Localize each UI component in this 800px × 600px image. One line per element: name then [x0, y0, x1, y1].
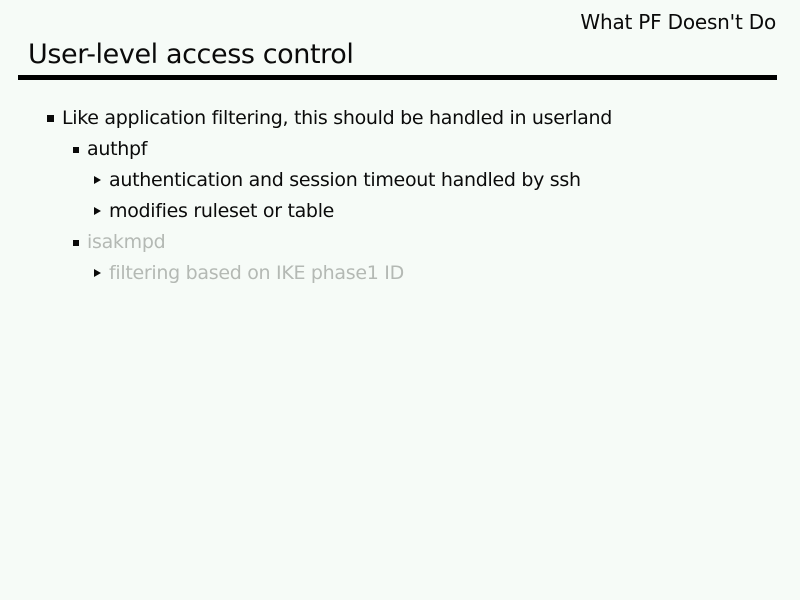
slide-title: User-level access control [28, 39, 354, 70]
list-item [0, 134, 800, 165]
square-bullet-icon [47, 115, 54, 122]
header-context-title: What PF Doesn't Do [580, 10, 776, 34]
list-item [0, 165, 800, 196]
square-bullet-icon [73, 147, 79, 153]
triangle-bullet-icon [94, 207, 101, 215]
list-item-text: filtering based on IKE phase1 ID [109, 262, 404, 284]
list-item [0, 227, 800, 258]
list-item-text: modifies ruleset or table [109, 200, 335, 222]
list-item [0, 196, 800, 227]
list-item-text: Like application filtering, this should be handled in userland [62, 107, 612, 129]
bullet-list [0, 103, 800, 289]
list-item-text: authpf [87, 138, 148, 160]
list-item-text: isakmpd [87, 231, 166, 253]
triangle-bullet-icon [94, 269, 101, 277]
list-item-text: authentication and session timeout handled by ssh [109, 169, 581, 191]
list-item [0, 103, 800, 134]
triangle-bullet-icon [94, 176, 101, 184]
square-bullet-icon [73, 240, 79, 246]
list-item [0, 258, 800, 289]
title-rule [18, 75, 777, 80]
